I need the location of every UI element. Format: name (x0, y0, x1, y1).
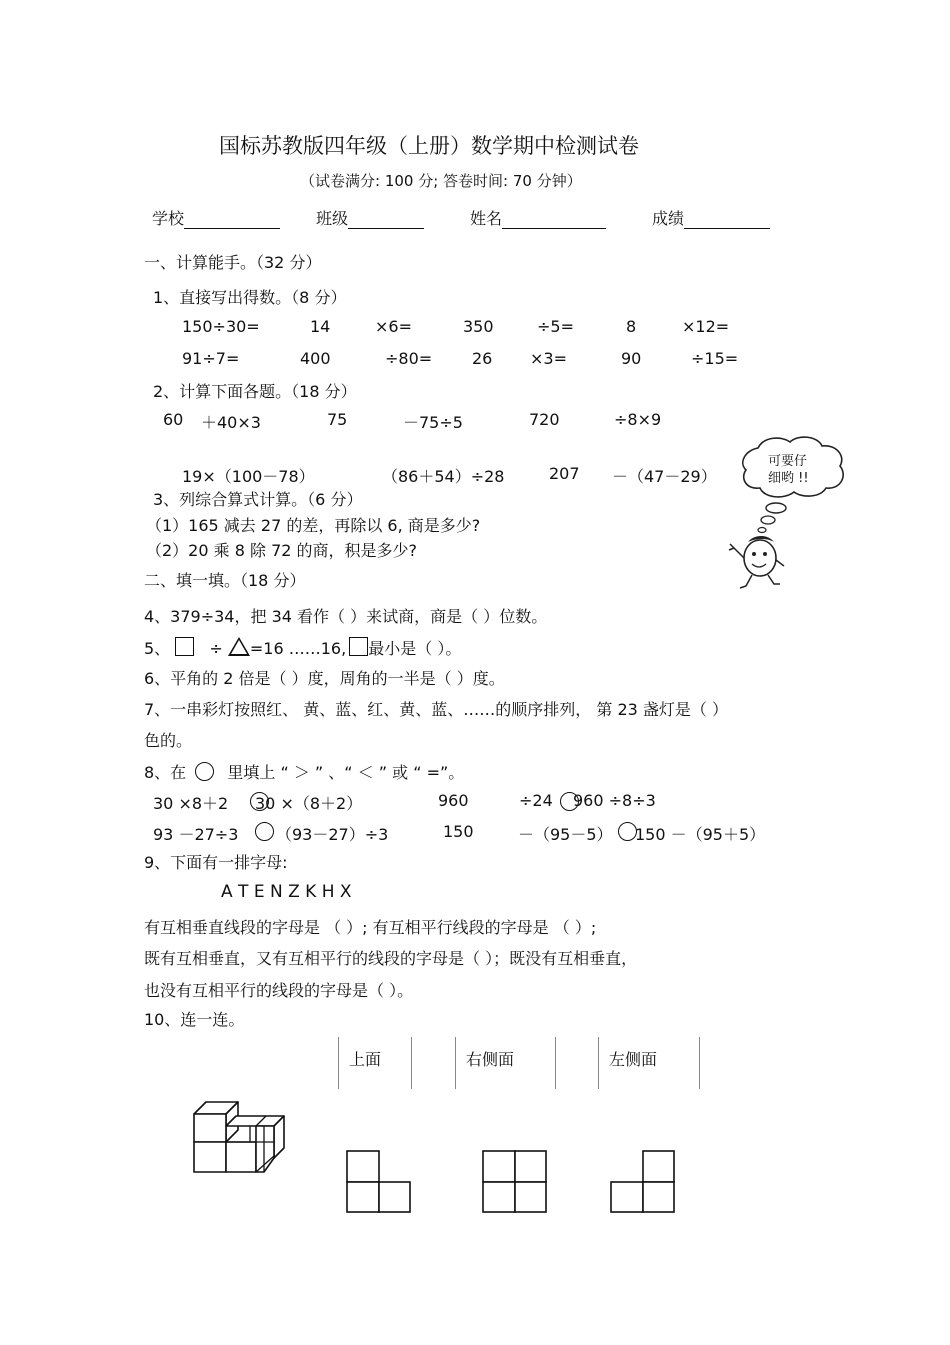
q1-item: 400 (300, 349, 331, 368)
q1-item: ÷5= (537, 317, 574, 336)
q5-suffix: 最小是（ ）。 (368, 639, 462, 658)
q1-item: ÷15= (691, 349, 739, 368)
q8-item: 150 －（95＋5） (635, 825, 766, 844)
class-blank[interactable] (348, 210, 424, 229)
q5-prefix: 5、 (144, 639, 171, 658)
q2-item: 19×（100－78） (182, 467, 315, 486)
q2-item: 75 (327, 410, 348, 429)
q1-item: 90 (621, 349, 642, 368)
view-drawing-2[interactable] (482, 1150, 548, 1214)
q2-item: 207 (549, 464, 580, 483)
view-label-top[interactable] (338, 1037, 412, 1089)
q9-line: 既有互相垂直，又有互相平行的线段的字母是（ ）；既没有互相垂直， (144, 949, 638, 968)
q1-item: 26 (472, 349, 493, 368)
field-name[interactable] (470, 206, 606, 229)
cube-solid-figure (192, 1098, 288, 1176)
q10-heading: 10、连一连。 (144, 1010, 245, 1029)
q8-heading (144, 760, 464, 783)
section2-heading: 二、填一填。（18 分） (144, 571, 306, 590)
q9-line: 也没有互相平行的线段的字母是（ ）。 (144, 981, 414, 1000)
q1-heading: 1、直接写出得数。（8 分） (153, 288, 347, 307)
q1-item: 14 (310, 317, 331, 336)
field-label: 学校 (152, 209, 185, 228)
view-label-right[interactable] (455, 1037, 556, 1089)
q2-heading: 2、计算下面各题。（18 分） (153, 382, 357, 401)
q9-line: 有互相垂直线段的字母是 （ ）; 有互相平行线段的字母是 （ ）; (144, 918, 597, 937)
q8-item: －（95－5） (518, 825, 613, 844)
q8-item: （93－27）÷3 (276, 825, 389, 844)
field-score[interactable] (652, 206, 770, 229)
q3-item: （2）20 乘 8 除 72 的商，积是多少? (146, 541, 418, 560)
q8-item: 960 (438, 791, 469, 810)
q3-item: （1）165 减去 27 的差，再除以 6, 商是多少? (146, 516, 481, 535)
q1-item: ÷80= (385, 349, 433, 368)
q5-eq: =16 ……16, (249, 639, 347, 658)
q2-item: 60 (163, 410, 184, 429)
field-label: 姓名 (470, 209, 503, 228)
q4-text: 4、379÷34，把 34 看作（ ）来试商，商是（ ）位数。 (144, 607, 548, 626)
bubble-text-line: 细哟 !! (768, 471, 809, 486)
q5-text (144, 636, 461, 659)
q8-item: 150 (443, 822, 474, 841)
q1-item: 91÷7= (182, 349, 240, 368)
triangle-blank[interactable] (228, 637, 250, 656)
q1-item: ×6= (375, 317, 412, 336)
q1-item: 8 (626, 317, 637, 336)
q8-item: 93 －27÷3 (153, 825, 239, 844)
q8-item: 30 ×8＋2 (153, 794, 229, 813)
q1-item: ×12= (682, 317, 730, 336)
circle-blank[interactable] (255, 822, 274, 841)
q7-text: 7、一串彩灯按照红、 黄、蓝、红、黄、蓝、……的顺序排列， 第 23 盏灯是（ ） (144, 700, 728, 719)
school-blank[interactable] (184, 210, 280, 229)
q8-head-b: 里填上 “ ＞ ” 、“ ＜ ” 或 “ =”。 (227, 763, 465, 782)
q2-item: －75÷5 (403, 413, 463, 432)
q2-item: －（47－29） (612, 467, 717, 486)
view-drawing-3[interactable] (610, 1150, 676, 1214)
section1-heading: 一、计算能手。（32 分） (144, 253, 322, 272)
q8-item: ÷24 (519, 791, 553, 810)
square-blank[interactable] (175, 637, 194, 656)
page-title: 国标苏教版四年级（上册）数学期中检测试卷 (219, 134, 639, 158)
q3-heading: 3、列综合算式计算。（6 分） (153, 490, 363, 509)
view-drawing-1[interactable] (346, 1150, 412, 1214)
q5-div: ÷ (209, 639, 223, 658)
q8-item: 30 ×（8＋2） (255, 794, 363, 813)
circle-blank[interactable] (195, 762, 214, 781)
q1-item: 350 (463, 317, 494, 336)
q8-head-a: 8、在 (144, 763, 187, 782)
view-label-text: 左侧面 (609, 1050, 658, 1069)
q9-letters: A T E N Z K H X (221, 882, 352, 902)
field-class[interactable] (316, 206, 424, 229)
field-label: 班级 (316, 209, 349, 228)
field-school[interactable] (152, 206, 280, 229)
q9-heading: 9、下面有一排字母: (144, 853, 288, 872)
page-subtitle: （试卷满分: 100 分; 答卷时间: 70 分钟） (300, 172, 582, 190)
view-label-text: 上面 (349, 1050, 382, 1069)
bubble-text-line: 可要仔 (768, 454, 808, 469)
q1-item: ×3= (530, 349, 567, 368)
q1-item: 150÷30= (182, 317, 260, 336)
score-blank[interactable] (684, 210, 770, 229)
q6-text: 6、平角的 2 倍是（ ）度，周角的一半是（ ）度。 (144, 669, 505, 688)
q2-item: （86＋54）÷28 (382, 467, 505, 486)
q2-item: ÷8×9 (614, 410, 662, 429)
view-label-left[interactable] (598, 1037, 700, 1089)
q2-item: 720 (529, 410, 560, 429)
square-blank[interactable] (349, 637, 368, 656)
field-label: 成绩 (652, 209, 685, 228)
view-label-text: 右侧面 (466, 1050, 515, 1069)
q8-item: 960 ÷8÷3 (573, 791, 656, 810)
q2-item: ＋40×3 (201, 413, 261, 432)
name-blank[interactable] (502, 210, 606, 229)
q7-text-cont: 色的。 (144, 731, 193, 750)
